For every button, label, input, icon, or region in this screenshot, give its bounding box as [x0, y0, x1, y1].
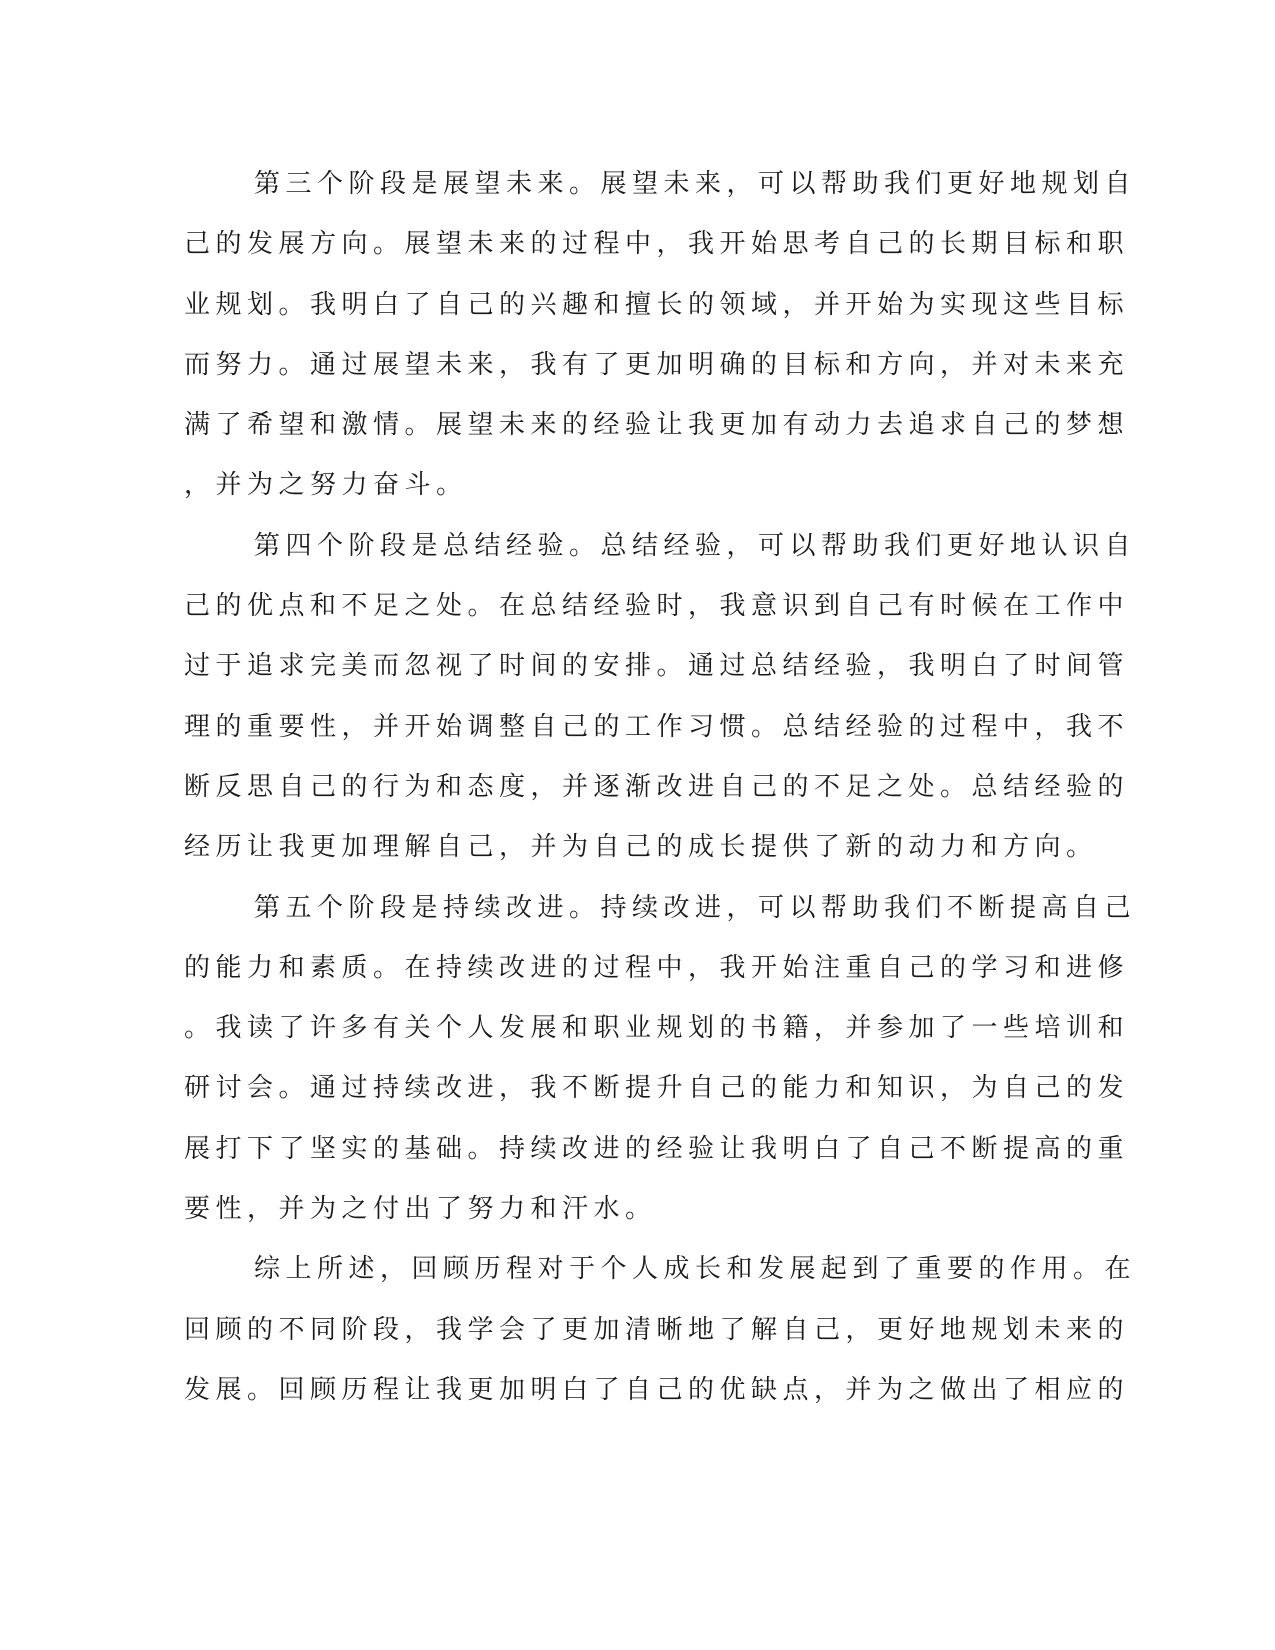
- paragraph-line: 第五个阶段是持续改进。持续改进，可以帮助我们不断提高自己: [254, 892, 1137, 923]
- paragraph-line: 理的重要性，并开始调整自己的工作习惯。总结经验的过程中，我不: [184, 711, 1130, 742]
- paragraph-line: 满了希望和激情。展望未来的经验让我更加有动力去追求自己的梦想: [184, 410, 1130, 441]
- paragraph-line: ，并为之努力奋斗。: [184, 470, 468, 501]
- paragraph-line: 综上所述，回顾历程对于个人成长和发展起到了重要的作用。在: [254, 1254, 1137, 1285]
- paragraph-line: 研讨会。通过持续改进，我不断提升自己的能力和知识，为自己的发: [184, 1073, 1130, 1104]
- paragraph-line: 业规划。我明白了自己的兴趣和擅长的领域，并开始为实现这些目标: [184, 289, 1130, 320]
- paragraph-line: 己的发展方向。展望未来的过程中，我开始思考自己的长期目标和职: [184, 229, 1130, 260]
- paragraph-line: 过于追求完美而忽视了时间的安排。通过总结经验，我明白了时间管: [184, 651, 1130, 682]
- paragraph-line: 经历让我更加理解自己，并为自己的成长提供了新的动力和方向。: [184, 832, 1098, 863]
- paragraph-line: 第三个阶段是展望未来。展望未来，可以帮助我们更好地规划自: [254, 169, 1137, 199]
- paragraph-line: 而努力。通过展望未来，我有了更加明确的目标和方向，并对未来充: [184, 349, 1130, 380]
- paragraph-line: 回顾的不同阶段，我学会了更加清晰地了解自己，更好地规划未来的: [184, 1314, 1130, 1345]
- paragraph-line: 第四个阶段是总结经验。总结经验，可以帮助我们更好地认识自: [254, 530, 1137, 561]
- paragraph-line: 。我读了许多有关个人发展和职业规划的书籍，并参加了一些培训和: [184, 1013, 1130, 1044]
- body-text: [184, 162, 1137, 1428]
- paragraph-line: 己的优点和不足之处。在总结经验时，我意识到自己有时候在工作中: [184, 591, 1130, 622]
- paragraph-line: 的能力和素质。在持续改进的过程中，我开始注重自己的学习和进修: [184, 952, 1130, 983]
- paragraph-line: 展打下了坚实的基础。持续改进的经验让我明白了自己不断提高的重: [184, 1133, 1130, 1164]
- paragraph-line: 发展。回顾历程让我更加明白了自己的优缺点，并为之做出了相应的: [184, 1374, 1130, 1405]
- paragraph-line: 断反思自己的行为和态度，并逐渐改进自己的不足之处。总结经验的: [184, 771, 1130, 802]
- paragraph-line: 要性，并为之付出了努力和汗水。: [184, 1194, 657, 1225]
